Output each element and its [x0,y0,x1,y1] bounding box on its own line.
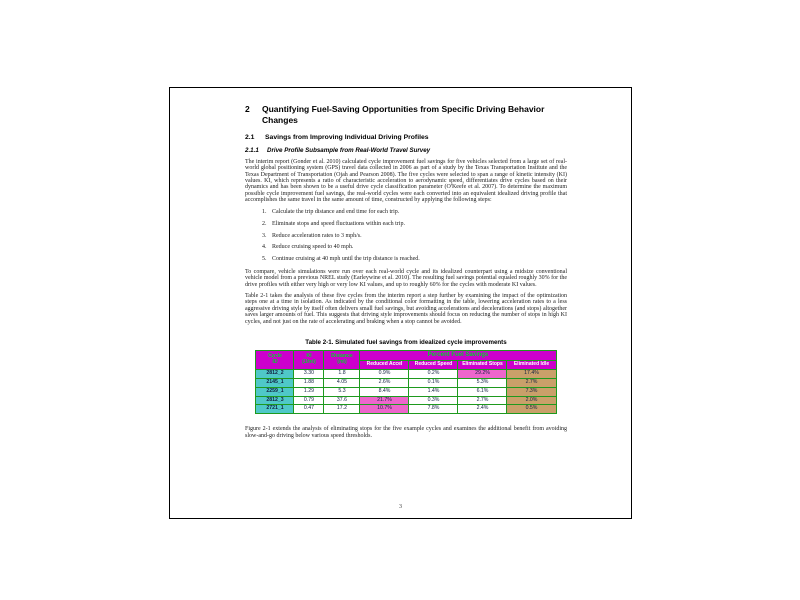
subsubsection-number: 2.1.1 [245,147,259,155]
table-caption: Table 2-1. Simulated fuel savings from idealized cycle improvements [305,338,507,346]
subsubsection-heading [245,147,567,154]
table-row [256,396,556,405]
header-cycle-line2: ID [272,358,278,365]
distance-cell: 37.6 [324,396,360,405]
list-item-text: Continue cruising at 40 mph until the trip distance is reached. [272,256,420,263]
page-number: 3 [399,504,402,510]
section-title: Quantifying Fuel-Saving Opportunities from Specific Driving Behavior Changes [262,104,545,125]
distance-cell: 1.8 [324,369,360,378]
table-row [256,369,556,378]
list-item [245,221,567,227]
list-item [245,244,567,250]
header-group-percent-savings: Percent Fuel Savings [360,350,556,360]
document-page [169,87,632,519]
table-row [256,387,556,396]
subsection-title: Savings from Improving Individual Driving Profiles [265,134,429,142]
header-ki-line1: KI [306,352,312,359]
savings-cell: 0.1% [409,378,458,387]
list-item-text: Eliminate stops and speed fluctuations within each trip. [272,220,405,227]
list-number: 4. [262,244,267,251]
savings-cell: 2.4% [458,405,507,414]
fuel-savings-table [255,350,556,414]
cycle-cell: 2145_1 [256,378,294,387]
savings-cell: 0.3% [409,396,458,405]
savings-cell-idle: 2.0% [507,396,556,405]
savings-cell: 8.4% [360,387,409,396]
cycle-cell: 2812_3 [256,396,294,405]
cycle-cell: 2259_1 [256,387,294,396]
header-distance-line1: Distance [331,352,353,359]
paragraph-intro: The interim report (Gonder et al. 2010) calculated cycle improvement fuel savings for five vehicles selected from a large set of real-world global positioning system (GPS) travel data collected in 2006 as part of a study by the Texas Transportation Institute and the Texas Department of Transportation (Ojah and Pearson 2008). The five cycles were selected to span a range of kinetic intensity (KI) values. KI, which represents a ratio of characteristic acceleration to aerodynamic speed, differentiates drive cycles based on their dynamics and has been shown to be a useful drive cycle classification parameter (O'Keefe et al. 2007). To determine the maximum possible cycle improvement fuel savings, the real-world cycles were each converted into an equivalent idealized driving profile that accomplishes the same travel in the same amount of time, constructed by applying the following steps: [245,158,567,204]
subsection-number: 2.1 [245,134,255,142]
header-ki-line2: (1/mi) [302,358,316,365]
list-item-text: Reduce acceleration rates to 3 mph/s. [272,232,362,239]
paragraph-comparison: To compare, vehicle simulations were run over each real-world cycle and its idealized counterpart using a midsize conventional vehicle model from a previous NREL study (Earleywine et al. 2010). The resulting fuel savings potential equaled roughly 30% for the drive profiles with either very high or very low KI values, and up to roughly 60% for the cycles with moderate KI values. [245,268,567,288]
ki-cell: 0.79 [294,396,324,405]
ki-cell: 0.47 [294,405,324,414]
header-cycle-line1: Cycle [268,352,282,359]
subsection-heading [245,134,567,142]
list-item-text: Reduce cruising speed to 40 mph. [272,244,354,251]
table-row [256,378,556,387]
header-distance-line2: (mi) [337,358,347,365]
table-body [256,369,556,414]
savings-cell-highlight: 21.7% [360,396,409,405]
savings-cell-idle: 7.3% [507,387,556,396]
header-eliminated-idle: Eliminated Idle [507,360,556,369]
paragraph-table-discussion: Table 2-1 takes the analysis of these five cycles from the interim report a step further by examining the impact of the optimization steps one at a time in isolation. As indicated by the conditional color formatting in the table, lowering acceleration rates to a less aggressive driving style by itself often delivers small fuel savings, but avoiding accelerations and decelerations (and stops) altogether saves larger amounts of fuel. This suggests that driving style improvements should focus on reducing the number of stops in high KI cycles, and not just on the rate of accelerating and braking when a stop cannot be avoided. [245,292,567,325]
distance-cell: 5.3 [324,387,360,396]
list-number: 2. [262,220,267,227]
section-heading [245,104,567,125]
table-row [256,405,556,414]
header-distance [324,350,360,369]
savings-cell: 5.3% [458,378,507,387]
savings-cell-highlight: 10.7% [360,405,409,414]
savings-cell: 7.8% [409,405,458,414]
paragraph-figure-reference: Figure 2-1 extends the analysis of eliminating stops for the five example cycles and examines the additional benefit from avoiding slow-and-go driving below various speed thresholds. [245,426,567,439]
table-header [256,350,556,369]
list-number: 3. [262,232,267,239]
distance-cell: 4.05 [324,378,360,387]
savings-cell-highlight: 29.2% [458,369,507,378]
header-ki [294,350,324,369]
savings-cell: 1.4% [409,387,458,396]
list-item [245,256,567,262]
savings-cell: 6.1% [458,387,507,396]
cycle-cell: 2812_2 [256,369,294,378]
header-eliminated-stops: Eliminated Stops [458,360,507,369]
savings-cell: 0.9% [360,369,409,378]
list-item [245,209,567,215]
header-cycle [256,350,294,369]
savings-cell: 2.6% [360,378,409,387]
savings-cell: 0.2% [409,369,458,378]
subsubsection-title: Drive Profile Subsample from Real-World Travel Survey [267,147,431,155]
savings-cell-idle: 0.5% [507,405,556,414]
list-number: 1. [262,208,267,215]
list-number: 5. [262,256,267,263]
savings-cell: 2.7% [458,396,507,405]
header-reduced-accel: Reduced Accel [360,360,409,369]
ideal-cycle-steps-list [245,209,567,263]
ki-cell: 3.30 [294,369,324,378]
savings-cell-idle: 2.7% [507,378,556,387]
cycle-cell: 2721_1 [256,405,294,414]
section-number: 2 [245,104,250,114]
distance-cell: 17.2 [324,405,360,414]
list-item [245,233,567,239]
ki-cell: 1.29 [294,387,324,396]
header-reduced-speed: Reduced Speed [409,360,458,369]
list-item-text: Calculate the trip distance and end time for each trip. [272,208,400,215]
page-content [245,104,567,444]
savings-cell-idle: 17.4% [507,369,556,378]
ki-cell: 1.88 [294,378,324,387]
